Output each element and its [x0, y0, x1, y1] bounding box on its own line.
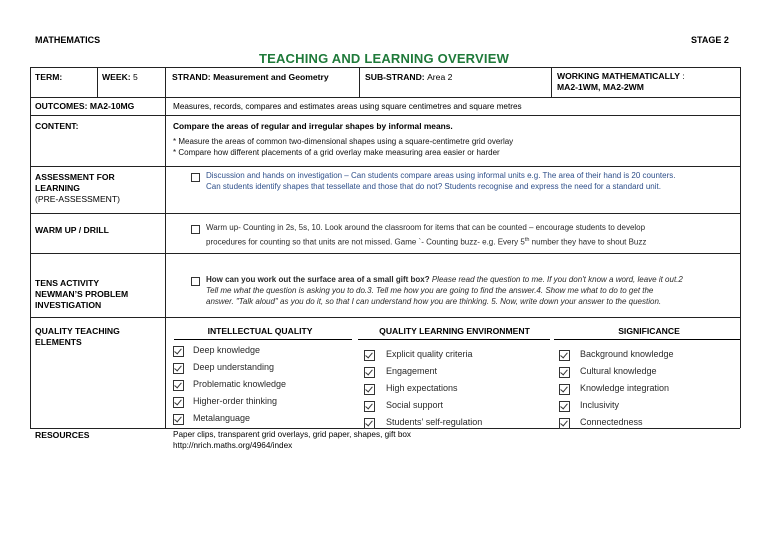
content-label: CONTENT: — [35, 121, 79, 131]
list-item: Social support — [386, 400, 444, 410]
week-value: 5 — [133, 72, 138, 82]
column-rule-significance — [554, 339, 740, 340]
list-item: Knowledge integration — [580, 383, 670, 393]
quality-label — [35, 326, 120, 348]
strand-field — [172, 72, 329, 83]
resources-label: RESOURCES — [35, 430, 90, 440]
check-icon[interactable] — [364, 350, 375, 361]
quality-label-line-2: ELEMENTS — [35, 337, 82, 347]
check-icon[interactable] — [559, 384, 570, 395]
content-point-2: * Compare how different placements of a grid overlay make measuring area easier or harder — [173, 148, 500, 157]
term-label: TERM: — [35, 72, 63, 82]
check-icon[interactable] — [364, 401, 375, 412]
tens-text-line-3: answer. "Talk aloud" as you do it, so that I can understand how you are thinking. 5. Now, write down your answer to the question. — [206, 297, 662, 306]
list-item: Inclusivity — [580, 400, 620, 410]
tens-label — [35, 278, 128, 311]
list-item: Deep understanding — [193, 362, 275, 372]
tens-text-line-2: Tell me what the question is asking you to do.3. Tell me how you are going to find the answer.4. Show me what to do to get the — [206, 286, 654, 295]
list-item: Background knowledge — [580, 349, 674, 359]
subject-label: MATHEMATICS — [35, 35, 101, 45]
tens-question: How can you work out the surface area of a small gift box? — [206, 275, 430, 284]
list-item: High expectations — [386, 383, 458, 393]
check-icon[interactable] — [559, 367, 570, 378]
content-heading: Compare the areas of regular and irregular shapes by informal means. — [173, 121, 453, 131]
tens-text-line-1-rest: Please read the question to me. If you don't know a word, leave it out.2 — [429, 275, 683, 284]
stage-label: STAGE 2 — [691, 35, 729, 45]
tens-label-line-1: TENS ACTIVITY — [35, 278, 100, 288]
check-icon[interactable] — [364, 418, 375, 429]
warmup-checkbox[interactable] — [191, 225, 200, 234]
column-rule-intellectual — [174, 339, 352, 340]
check-icon[interactable] — [559, 401, 570, 412]
week-field — [102, 72, 138, 83]
assessment-label-line-3: (PRE-ASSESSMENT) — [35, 194, 120, 204]
outcomes-text: Measures, records, compares and estimates areas using square centimetres and square metres — [173, 102, 522, 111]
warmup-text-line-2 — [206, 235, 646, 248]
list-item: Students’ self-regulation — [386, 417, 483, 427]
wm-label: WORKING MATHEMATICALLY — [557, 71, 680, 81]
list-item: Connectedness — [580, 417, 643, 427]
check-icon[interactable] — [173, 380, 184, 391]
check-icon[interactable] — [173, 363, 184, 374]
tens-text-line-1 — [206, 275, 683, 286]
outcomes-label: OUTCOMES: — [35, 101, 88, 111]
check-icon[interactable] — [364, 367, 375, 378]
week-label: WEEK: — [102, 72, 131, 82]
strand-label: STRAND: — [172, 72, 211, 82]
quality-column-heading-intellectual: INTELLECTUAL QUALITY — [207, 326, 313, 336]
warmup-text-line-1: Warm up- Counting in 2s, 5s, 10. Look around the classroom for items that can be counted – encourage students to develop — [206, 223, 646, 232]
tens-label-line-3: INVESTIGATION — [35, 300, 102, 310]
wm-value: MA2-1WM, MA2-2WM — [557, 82, 644, 92]
check-icon[interactable] — [173, 397, 184, 408]
check-icon[interactable] — [364, 384, 375, 395]
check-icon[interactable] — [173, 346, 184, 357]
warmup-superscript: th — [524, 237, 530, 243]
quality-column-heading-environment: QUALITY LEARNING ENVIRONMENT — [379, 326, 530, 336]
assessment-text-line-1: Discussion and hands on investigation – Can students compare areas using informal units e.g. The area of their hand is 20 counters. — [206, 171, 676, 180]
assessment-label-line-1: ASSESSMENT FOR — [35, 172, 115, 182]
assessment-label-line-2: LEARNING — [35, 183, 80, 193]
content-point-1: * Measure the areas of common two-dimensional shapes using a square-centimetre grid overlay — [173, 137, 514, 146]
resources-link[interactable]: http://nrich.maths.org/4964/index — [173, 441, 293, 450]
strand-value: Measurement and Geometry — [213, 72, 329, 82]
check-icon[interactable] — [559, 418, 570, 429]
quality-column-heading-significance: SIGNIFICANCE — [618, 326, 680, 336]
list-item: Engagement — [386, 366, 438, 376]
substrand-value: Area 2 — [427, 72, 453, 82]
assessment-checkbox[interactable] — [191, 173, 200, 182]
substrand-label: SUB-STRAND: — [365, 72, 425, 82]
resources-line-1: Paper clips, transparent grid overlays, grid paper, shapes, gift box — [173, 430, 412, 439]
warmup-label: WARM UP / DRILL — [35, 225, 109, 235]
warmup-text-line-2-end: number they have to shout Buzz — [529, 237, 647, 247]
list-item: Deep knowledge — [193, 345, 261, 355]
list-item: Cultural knowledge — [580, 366, 657, 376]
list-item: Explicit quality criteria — [386, 349, 473, 359]
list-item: Higher-order thinking — [193, 396, 278, 406]
tens-label-line-2: NEWMAN’S PROBLEM — [35, 289, 129, 299]
check-icon[interactable] — [559, 350, 570, 361]
list-item: Problematic knowledge — [193, 379, 287, 389]
outcomes-field — [35, 101, 134, 112]
assessment-text-line-2: Can students identify shapes that tessellate and those that do not? Students recognise and express the need for a standard unit. — [206, 182, 661, 191]
warmup-text-line-2-start: procedures for counting so that units are not missed. Game `- Counting buzz- e.g. Every 5 — [206, 237, 525, 247]
quality-label-line-1: QUALITY TEACHING — [35, 326, 120, 336]
assessment-label — [35, 172, 120, 205]
working-mathematically-field — [557, 71, 685, 93]
page-title: TEACHING AND LEARNING OVERVIEW — [258, 51, 510, 66]
check-icon[interactable] — [173, 414, 184, 425]
wm-separator: : — [682, 71, 685, 81]
substrand-field — [365, 72, 452, 83]
list-item: Metalanguage — [193, 413, 251, 423]
tens-checkbox[interactable] — [191, 277, 200, 286]
outcomes-code: MA2-10MG — [89, 101, 135, 111]
column-rule-environment — [358, 339, 550, 340]
